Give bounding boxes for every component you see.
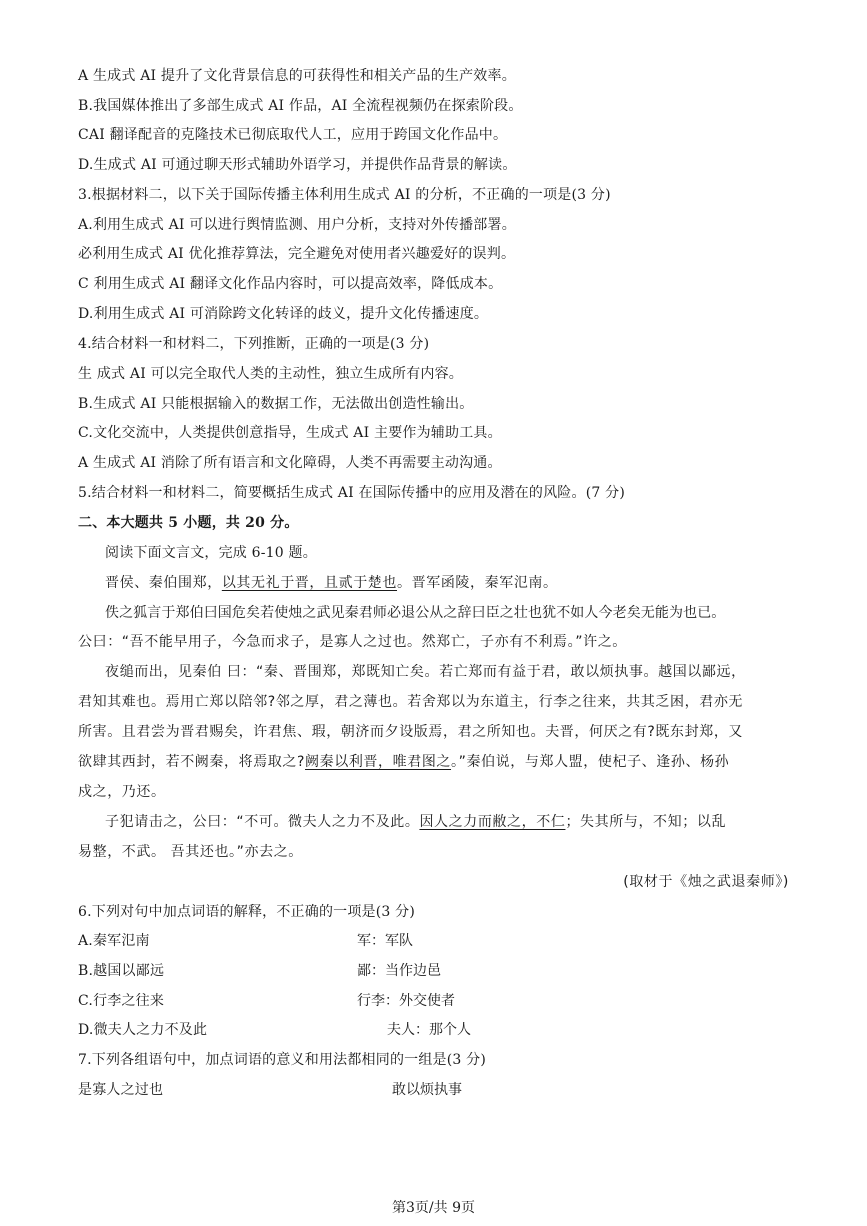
option-line: C 利用生成式 AI 翻译文化作品内容时，可以提高效率，降低成本。 — [78, 276, 503, 292]
underlined-sentence: 阙秦以利晋，唯君图之 — [305, 754, 452, 770]
option-line: A.利用生成式 AI 可以进行舆情监测、用户分析，支持对外传播部署。 — [78, 217, 516, 233]
q7-item-right: 敢以烦执事 — [392, 1082, 462, 1098]
question-4: 4.结合材料一和材料二，下列推断，正确的一项是(3 分) — [78, 336, 430, 352]
underlined-sentence: 因人之力而敝之，不仁 — [419, 814, 566, 830]
option-line: 生 成式 AI 可以完全取代人类的主动性，独立生成所有内容。 — [78, 366, 463, 382]
q6-gloss-d: 夫人：那个人 — [387, 1022, 471, 1038]
option-line: CAI 翻译配音的克隆技术已彻底取代人工，应用于跨国文化作品中。 — [78, 127, 508, 143]
question-3: 3.根据材料二，以下关于国际传播主体利用生成式 AI 的分析，不正确的一项是(3 分) — [78, 187, 611, 203]
option-line: C.文化交流中，人类提供创意指导，生成式 AI 主要作为辅助工具。 — [78, 425, 502, 441]
q6-option-b: B.越国以鄙远 — [78, 963, 165, 979]
passage-line: 易整，不武。 吾其还也。”亦去之。 — [78, 844, 303, 860]
option-line: B.生成式 AI 只能根据输入的数据工作，无法做出创造性输出。 — [78, 396, 474, 412]
option-line: D.利用生成式 AI 可消除跨文化转译的歧义，提升文化传播速度。 — [78, 306, 489, 322]
passage-line: 晋侯、秦伯围郑，以其无礼于晋，且贰于楚也。晋军函陵，秦军氾南。 — [105, 575, 558, 591]
option-line: D.生成式 AI 可通过聊天形式辅助外语学习，并提供作品背景的解读。 — [78, 157, 517, 173]
q6-option-a: A.秦军氾南 — [78, 933, 150, 949]
q6-option-c: C.行李之往来 — [78, 993, 165, 1009]
question-5: 5.结合材料一和材料二，简要概括生成式 AI 在国际传播中的应用及潜在的风险。(7 分) — [78, 485, 625, 501]
section-heading: 二、本大题共 5 小题，共 20 分。 — [78, 515, 299, 531]
passage-source: (取材于《烛之武退秦师》) — [623, 874, 789, 890]
q6-gloss-b: 鄙：当作边邑 — [357, 963, 441, 979]
passage-line: 所害。且君尝为晋君赐矣，许君焦、瑕，朝济而夕设版焉，君之所知也。夫晋，何厌之有?既东封郑，又 — [78, 724, 744, 740]
passage-line: 欲肆其西封，若不阙秦，将焉取之?阙秦以利晋，唯君图之。”秦伯说，与郑人盟，使杞子、逢孙、杨孙 — [78, 754, 730, 770]
option-line: A 生成式 AI 提升了文化背景信息的可获得性和相关产品的生产效率。 — [78, 68, 516, 84]
q7-item-left: 是寡人之过也 — [78, 1082, 164, 1098]
option-line: B.我国媒体推出了多部生成式 AI 作品，AI 全流程视频仍在探索阶段。 — [78, 98, 523, 114]
passage-line: 公曰：“吾不能早用子，今急而求子，是寡人之过也。然郑亡，子亦有不利焉。”许之。 — [78, 634, 627, 650]
option-line: A 生成式 AI 消除了所有语言和文化障碍，人类不再需要主动沟通。 — [78, 455, 502, 471]
reading-instruction: 阅读下面文言文，完成 6-10 题。 — [105, 545, 317, 561]
option-line: 必利用生成式 AI 优化推荐算法，完全避免对使用者兴趣爱好的误判。 — [78, 246, 516, 262]
page-number: 第3页/共 9页 — [392, 1200, 475, 1216]
q6-option-d: D.微夫人之力不及此 — [78, 1022, 208, 1038]
question-6: 6.下列对句中加点词语的解释，不正确的一项是(3 分) — [78, 904, 416, 920]
passage-line: 佚之狐言于郑伯曰国危矣若使烛之武见秦君师必退公从之辞曰臣之壮也犹不如人今老矣无能为也已。 — [105, 605, 726, 621]
passage-line: 子犯请击之，公曰：“不可。微夫人之力不及此。因人之力而敝之，不仁；失其所与，不知；以乱 — [105, 814, 727, 830]
q6-gloss-c: 行李：外交使者 — [357, 993, 455, 1009]
underlined-sentence: 以其无礼于晋，且贰于楚也 — [221, 575, 398, 591]
q6-gloss-a: 军：军队 — [357, 933, 413, 949]
passage-line: 夜缒而出，见秦伯 曰：“秦、晋围郑，郑既知亡矣。若亡郑而有益于君，敢以烦执事。越国以鄙远， — [105, 664, 746, 680]
passage-line: 戍之，乃还。 — [78, 784, 166, 800]
passage-line: 君知其难也。焉用亡郑以陪邻?邻之厚，君之薄也。若舍郑以为东道主，行李之往来，共其乏困，君亦无 — [78, 694, 744, 710]
question-7: 7.下列各组语句中，加点词语的意义和用法都相同的一组是(3 分) — [78, 1052, 487, 1068]
